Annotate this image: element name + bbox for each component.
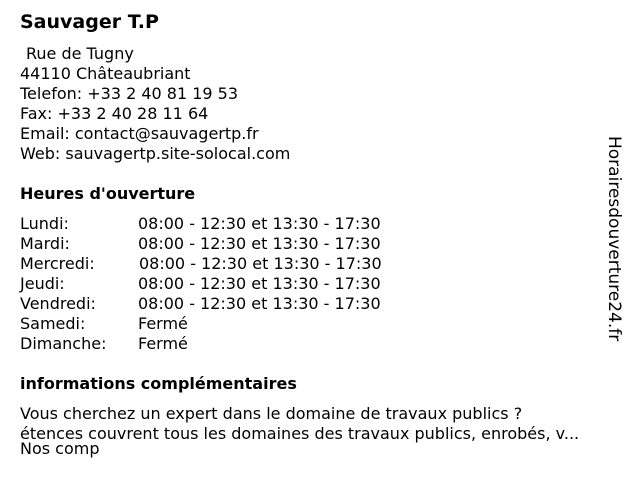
hours-time: 08:00 - 12:30 et 13:30 - 17:30: [138, 214, 381, 233]
hours-day: Vendredi:: [20, 294, 96, 313]
hours-day: Mercredi:: [20, 254, 95, 273]
additional-info-line-3: Nos comp: [20, 439, 100, 458]
hours-day: Dimanche:: [20, 334, 107, 353]
opening-hours-heading: Heures d'ouverture: [20, 184, 196, 203]
hours-day: Mardi:: [20, 234, 70, 253]
hours-day: Samedi:: [20, 314, 86, 333]
hours-time: 08:00 - 12:30 et 13:30 - 17:30: [138, 274, 381, 293]
additional-info-heading: informations complémentaires: [20, 374, 297, 393]
hours-time: 08:00 - 12:30 et 13:30 - 17:30: [139, 254, 382, 273]
street-address: Rue de Tugny: [26, 44, 134, 63]
business-name: Sauvager T.P: [20, 11, 159, 33]
phone-number: Telefon: +33 2 40 81 19 53: [20, 84, 239, 103]
site-watermark: Horairesdouverture24.fr: [604, 136, 624, 342]
city-address: 44110 Châteaubriant: [20, 64, 191, 83]
hours-time: 08:00 - 12:30 et 13:30 - 17:30: [138, 234, 381, 253]
email-address: Email: contact@sauvagertp.fr: [20, 124, 259, 143]
additional-info-line-1: Vous cherchez un expert dans le domaine de travaux publics ?: [20, 404, 523, 423]
hours-time: Fermé: [138, 334, 188, 353]
hours-time: 08:00 - 12:30 et 13:30 - 17:30: [138, 294, 381, 313]
website-address: Web: sauvagertp.site-solocal.com: [20, 144, 291, 163]
additional-info-line-2: étences couvrent tous les domaines des travaux publics, enrobés, v...: [20, 424, 580, 443]
fax-number: Fax: +33 2 40 28 11 64: [20, 104, 209, 123]
hours-time: Fermé: [138, 314, 188, 333]
hours-day: Lundi:: [20, 214, 69, 233]
hours-day: Jeudi:: [20, 274, 65, 293]
